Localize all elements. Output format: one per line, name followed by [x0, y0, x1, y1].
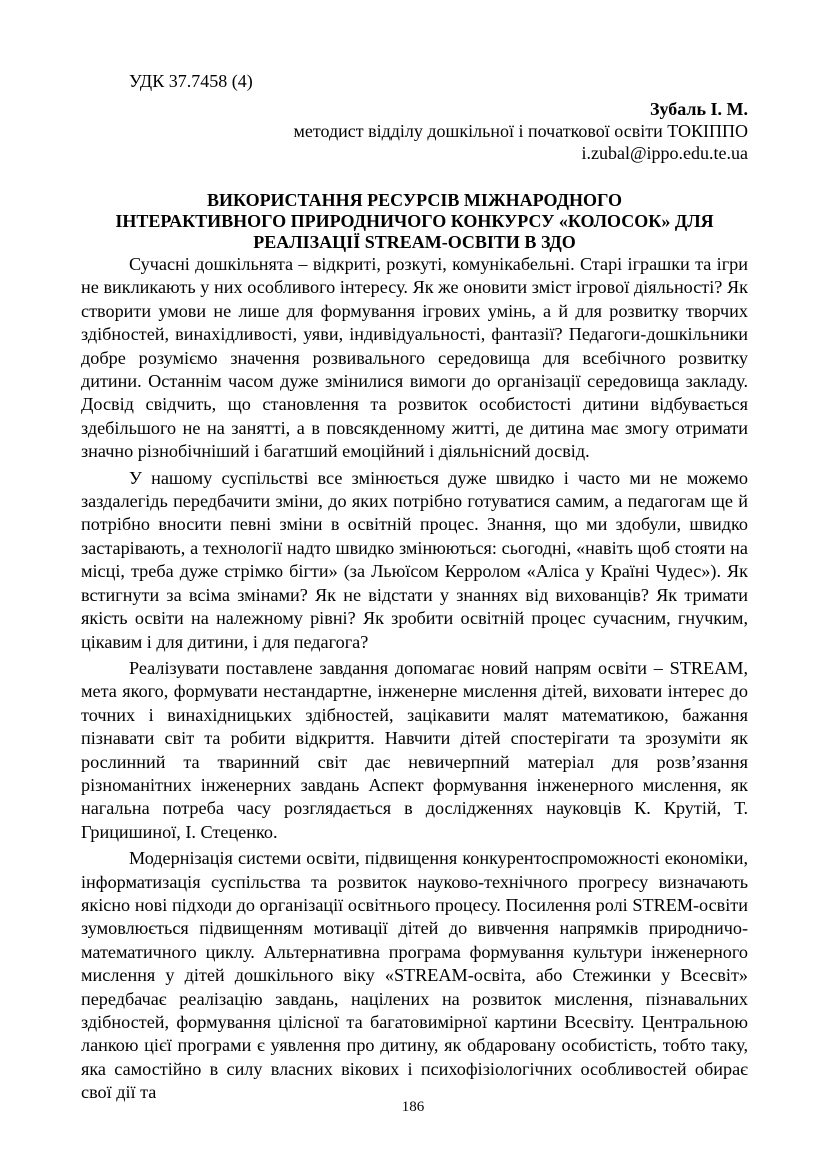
- author-name: Зубаль І. М.: [649, 99, 748, 119]
- author-block: [81, 98, 748, 164]
- page-number: 186: [401, 1099, 425, 1115]
- author-email: i.zubal@ippo.edu.te.ua: [581, 143, 748, 163]
- paragraph-4: Модернізація системи освіти, підвищення конкурентоспроможності економіки, інформатизація суспільства та розвиток науково-технічного прогресу визначають якісно нові підходи до організації освітнього процесу. Посилення ролі STREM-освіти зумовлюється підвищенням мотивації дітей до вивчення напрямків природничо-математичного циклу. Альтернативна програма формування культури інженерного мислення у дітей дошкільного віку «STREAM-освіта, або Стежинки у Всесвіт» передбачає реалізацію завдань, націлених на розвиток мислення, пізнавальних здібностей, формування цілісної та багатовимірної картини Всесвіту. Центральною ланкою цієї програми є уявлення про дитину, як обдаровану особистість, тобто таку, яка самостійно в силу власних вікових і психофізіологічних особливостей обирає свої дії та: [81, 848, 748, 1103]
- author-position: методист відділу дошкільної і початкової освіти ТОКІППО: [293, 121, 748, 141]
- title-line-2: ІНТЕРАКТИВНОГО ПРИРОДНИЧОГО КОНКУРСУ «КОЛОСОК» ДЛЯ: [115, 211, 714, 231]
- paragraph-2: У нашому суспільстві все змінюється дуже швидко і часто ми не можемо заздалегідь передбачити зміни, до яких потрібно готуватися самим, а педагогам ще й потрібно вносити певні зміни в освітній процес. Знання, що ми здобули, швидко застарівають, а технології надто швидко змінюються: сьогодні, «навіть щоб стояти на місці, треба дуже стрімко бігти» (за Льюїсом Керролом «Аліса у Країні Чудес»). Як встигнути за всіма змінами? Як не відстати у знаннях від вихованців? Як тримати якість освіти на належному рівні? Як зробити освітній процес сучасним, гнучким, цікавим і для дитини, і для педагога?: [81, 467, 748, 652]
- document-page: [81, 70, 748, 1105]
- paragraph-3: Реалізувати поставлене завдання допомагає новий напрям освіти – STREAM, мета якого, формувати нестандартне, інженерне мислення дітей, виховати інтерес до точних і винахідницьких здібностей, зацікавити малят математикою, бажання пізнавати світ та робити відкриття. Навчити дітей спостерігати та зрозуміти як рослинний та тваринний світ дає невичерпний матеріал для розв’язання різноманітних інженерних завдань Аспект формування інженерного мислення, як нагальна потреба часу розглядається в дослідженнях науковців К. Крутій, Т. Грицишиної, І. Стеценко.: [81, 657, 748, 842]
- article-body: [81, 253, 748, 1105]
- udk-code: УДК 37.7458 (4): [129, 71, 253, 91]
- title-line-1: ВИКОРИСТАННЯ РЕСУРСІВ МІЖНАРОДНОГО: [206, 190, 623, 210]
- paragraph-1: Сучасні дошкільнята – відкриті, розкуті, комунікабельні. Старі іграшки та ігри не викликають у них особливого інтересу. Як же оновити зміст ігрової діяльності? Як створити умови не лише для формування ігрових умінь, а й для розвитку творчих здібностей, винахідливості, уяви, індивідуальності, фантазії? Педагоги-дошкільники добре розуміємо значення розвивального середовища для всебічного розвитку дитини. Останнім часом дуже змінилися вимоги до організації середовища закладу. Досвід свідчить, що становлення та розвиток особистості дитини відбувається здебільшого не на занятті, а в повсякденному житті, де дитина має змогу отримати значно різнобічніший і багатший емоційний і діяльнісний досвід.: [81, 254, 748, 462]
- title-line-3: РЕАЛІЗАЦІЇ STREAM-ОСВІТИ В ЗДО: [253, 232, 576, 252]
- article-title: [81, 190, 748, 253]
